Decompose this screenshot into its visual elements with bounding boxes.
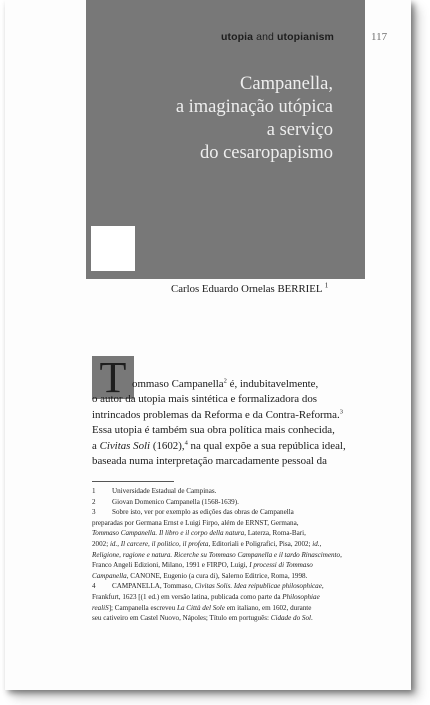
- chapter-title: [176, 73, 333, 165]
- footnote-number: 3: [92, 508, 96, 517]
- decorative-square: [91, 226, 135, 271]
- footnote-1: [92, 486, 365, 497]
- text-span: [92, 581, 324, 592]
- footnote-italic: id., Il carcere, il politico, il profeta: [109, 539, 209, 548]
- footnote-italic: Religione, ragione e natura. Ricerche su Tommaso Campanella e il tardo Rinascimento: [92, 550, 341, 559]
- text-span: [92, 550, 342, 561]
- title-line-1: Campanella,: [240, 74, 333, 94]
- footnote-line: [92, 550, 365, 561]
- text-run: a: [92, 439, 100, 452]
- body-line: [92, 408, 365, 423]
- footnote-text: Frankfurt, 1623 [(1 ed.) em versão latina, publicada como parte da: [92, 592, 283, 601]
- title-line-2: a imaginação utópica: [175, 97, 333, 117]
- footnote-text: preparadas por Germana Ernst e Luigi Firpo, além de ERNST, Germana,: [92, 518, 299, 527]
- page-number: 117: [371, 31, 388, 43]
- footnote-line: [92, 539, 365, 550]
- footnote-2: [92, 497, 365, 508]
- text-span: [92, 539, 321, 550]
- footnote-italic: La Città del Sole: [177, 603, 225, 612]
- author-note-ref: 1: [324, 281, 329, 290]
- footnote-text: , CANONE, Eugenio (a cura di), Salerno Editrice, Roma, 1998.: [126, 571, 308, 580]
- text-run: baseada numa interpretação marcadamente pessoal da: [92, 454, 327, 467]
- footnote-text: .: [310, 614, 313, 623]
- author-line: [171, 283, 328, 295]
- footnote-number: 1: [92, 487, 96, 495]
- footnote-italic: Campanella: [92, 571, 127, 580]
- footnote-4: [92, 581, 365, 592]
- body-line: [132, 377, 365, 392]
- text-run: o autor da utopia mais sintética e formalizadora dos: [92, 393, 317, 406]
- text-span: [132, 377, 318, 392]
- footnote-line: [92, 613, 365, 624]
- book-page: [5, 0, 411, 690]
- text-span: [92, 560, 313, 571]
- footnote-number: 4: [92, 582, 96, 591]
- footnote-text: Giovan Domenico Campanella (1568-1639).: [112, 497, 239, 506]
- footnote-text: 2002;: [92, 539, 110, 548]
- book-title-italic: Civitas Soli: [99, 439, 151, 452]
- footnote-text: ,: [321, 582, 324, 591]
- footnote-italic: id.,: [312, 539, 322, 548]
- footnote-text: Universidade Estadual de Campinas.: [112, 487, 217, 495]
- text-run: (1602),: [150, 439, 185, 452]
- note-ref: 2: [223, 377, 227, 385]
- footnote-text: em italiano, em 1602, durante: [224, 603, 312, 612]
- footnote-3: [92, 507, 365, 518]
- text-run: ommaso Campanella: [132, 378, 224, 390]
- footnote-text: seu cativeiro em Castel Nuovo, Nápoles; Título em português:: [92, 614, 271, 623]
- running-header-utopia: utopia: [221, 31, 254, 43]
- footnote-italic: Tommaso Campanella. Il libro e il corpo della natura: [92, 529, 245, 538]
- body-line: [92, 454, 365, 469]
- note-ref: 3: [339, 408, 343, 416]
- text-span: [92, 571, 307, 582]
- drop-cap: T: [92, 356, 134, 399]
- text-span: [92, 439, 346, 454]
- footnote-text: CAMPANELLA, Tommaso,: [112, 582, 195, 591]
- body-line: [92, 423, 365, 438]
- title-line-3: a serviço: [266, 120, 333, 140]
- text-span: [92, 408, 343, 423]
- running-header-and: and: [253, 31, 277, 43]
- footnote-italic: realiS: [92, 603, 109, 612]
- title-line-4: do cesaropapismo: [199, 143, 333, 163]
- note-ref: 4: [184, 438, 188, 446]
- footnote-italic: Cidade do Sol: [270, 614, 311, 623]
- footnote-line: [92, 518, 365, 529]
- body-paragraph: [92, 377, 365, 469]
- footnote-text: Franco Angeli Edizioni, Milano, 1991 e FIRPO, Luigi,: [92, 561, 250, 570]
- footnote-line: [92, 560, 365, 571]
- body-line: [92, 392, 365, 407]
- footnote-italic: Philosophiae: [282, 592, 320, 601]
- footnote-text: ]; Campanella escreveu: [108, 603, 178, 612]
- text-run: na qual expõe a sua república ideal,: [187, 439, 346, 452]
- footnote-line: [92, 528, 365, 539]
- footnote-rule: [92, 481, 174, 482]
- footnote-text: , Editoriali e Poligrafici, Pisa, 2002;: [208, 539, 313, 548]
- body-line: [92, 439, 365, 454]
- footnote-number: 2: [92, 497, 96, 506]
- footnote-text: , Laterza, Roma-Bari,: [244, 529, 306, 538]
- footnote-italic: I processi di Tommaso: [249, 561, 313, 570]
- text-run: intrincados problemas da Reforma e da Contra-Reforma.: [92, 408, 340, 421]
- running-header: [221, 31, 334, 43]
- text-run: é, indubitavelmente,: [226, 378, 319, 390]
- text-span: [92, 528, 306, 539]
- text-span: [92, 603, 311, 614]
- text-run: Essa utopia é também sua obra política mais conhecida,: [92, 424, 335, 437]
- running-header-utopianism: utopianism: [276, 31, 334, 43]
- text-span: [92, 592, 320, 603]
- footnote-line: [92, 592, 365, 603]
- footnote-line: [92, 603, 365, 614]
- text-span: [92, 613, 313, 624]
- author-name: Carlos Eduardo Ornelas BERRIEL: [171, 283, 323, 295]
- footnote-text: Sobre isto, ver por exemplo as edições das obras de Campanella: [112, 508, 294, 517]
- footnote-text: ,: [340, 550, 342, 559]
- footnote-italic: Civitas Solis. Idea reipublicae philosophicae: [194, 582, 322, 591]
- footnote-line: [92, 571, 365, 582]
- footnotes: [92, 486, 365, 624]
